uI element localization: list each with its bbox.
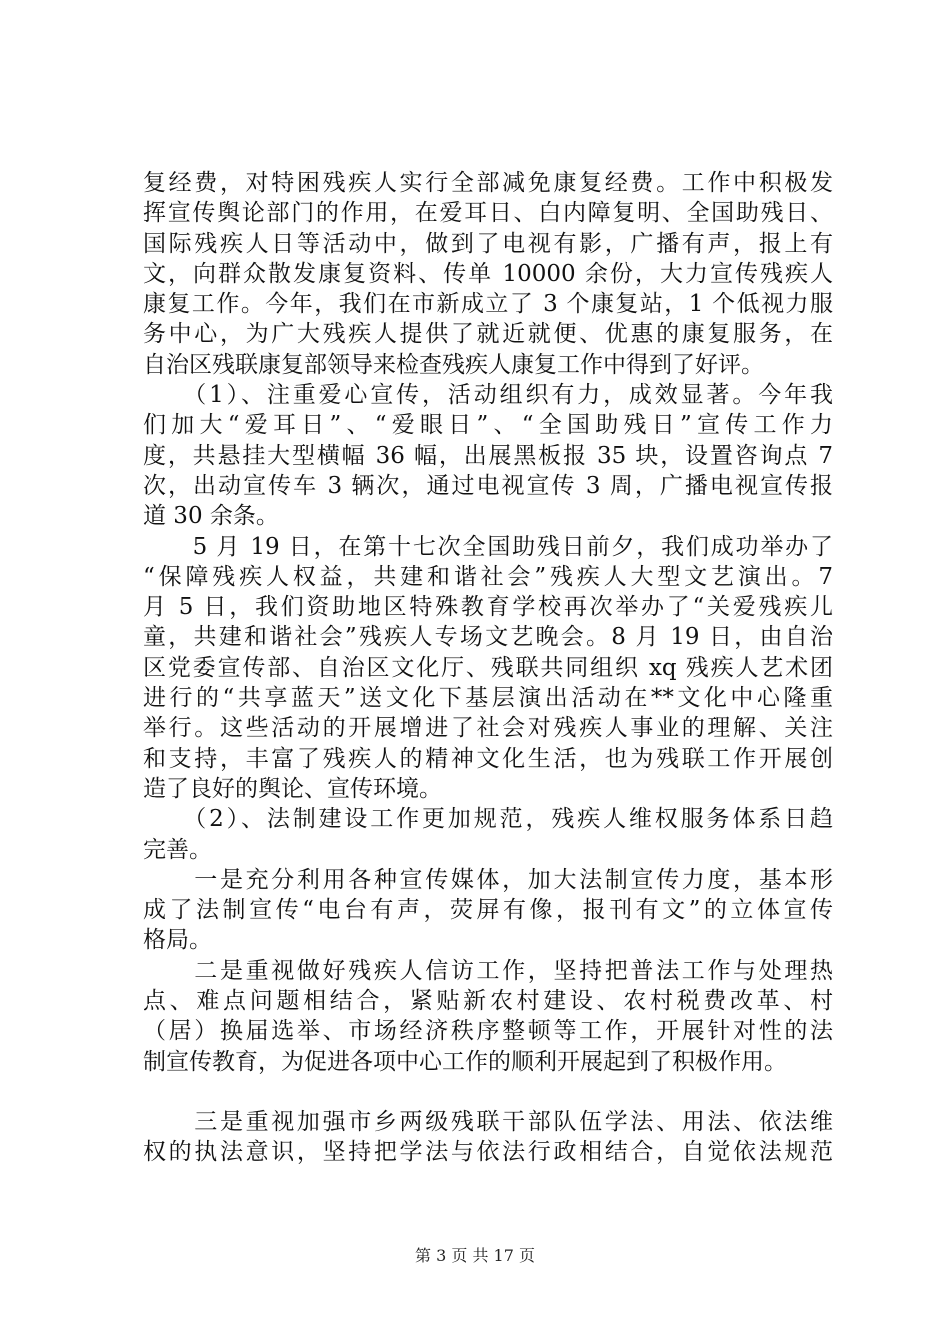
text-line: （居）换届选举、市场经济秩序整顿等工作，开展针对性的法	[143, 1018, 833, 1045]
text-line: 点、难点问题相结合，紧贴新农村建设、农村税费改革、村	[143, 988, 833, 1015]
text-line: 们加大“爱耳日”、“爱眼日”、“全国助残日”宣传工作力	[143, 412, 833, 439]
text-line: 复经费，对特困残疾人实行全部减免康复经费。工作中积极发	[143, 170, 833, 196]
text-line: 道 30 余条。	[143, 503, 279, 530]
text-line: 权的执法意识，坚持把学法与依法行政相结合，自觉依法规范	[143, 1139, 833, 1166]
text-line: 次，出动宣传车 3 辆次，通过电视宣传 3 周，广播电视宣传报	[143, 472, 833, 499]
text-line: 完善。	[143, 836, 212, 863]
text-line: 自治区残联康复部领导来检查残疾人康复工作中得到了好评。	[143, 351, 764, 378]
text-line: 三是重视加强市乡两级残联干部队伍学法、用法、依法维	[143, 1108, 833, 1135]
text-line: 造了良好的舆论、宣传环境。	[143, 775, 442, 802]
text-line: 康复工作。今年，我们在市新成立了 3 个康复站，1 个低视力服	[143, 291, 833, 318]
page-footer: 第 3 页 共 17 页	[415, 1246, 535, 1265]
text-line: （1）、注重爱心宣传，活动组织有力，成效显著。今年我	[143, 382, 833, 409]
text-line: 童，共建和谐社会”残疾人专场文艺晚会。8 月 19 日，由自治	[143, 624, 833, 651]
blank-line	[143, 1077, 833, 1107]
text-line: 国际残疾人日等活动中，做到了电视有影，广播有声，报上有	[143, 230, 833, 257]
text-line: 举行。这些活动的开展增进了社会对残疾人事业的理解、关注	[143, 715, 833, 742]
document-body	[143, 168, 833, 1168]
text-line: 二是重视做好残疾人信访工作，坚持把普法工作与处理热	[143, 957, 833, 984]
text-line: 一是充分利用各种宣传媒体，加大法制宣传力度，基本形	[143, 866, 833, 893]
text-line: 制宣传教育，为促进各项中心工作的顺利开展起到了积极作用。	[143, 1048, 787, 1075]
text-line: 月 5 日，我们资助地区特殊教育学校再次举办了“关爱残疾儿	[143, 594, 833, 621]
text-line: 和支持，丰富了残疾人的精神文化生活，也为残联工作开展创	[143, 745, 833, 772]
text-line: 进行的“共享蓝天”送文化下基层演出活动在**文化中心隆重	[143, 685, 833, 712]
text-line: 挥宣传舆论部门的作用，在爱耳日、白内障复明、全国助残日、	[143, 200, 833, 227]
text-line: 5 月 19 日，在第十七次全国助残日前夕，我们成功举办了	[143, 533, 833, 560]
text-line: 区党委宣传部、自治区文化厅、残联共同组织 xq 残疾人艺术团	[143, 654, 833, 681]
text-line: 务中心，为广大残疾人提供了就近就便、优惠的康复服务，在	[143, 321, 833, 348]
text-line: “保障残疾人权益，共建和谐社会”残疾人大型文艺演出。7	[143, 563, 833, 590]
text-line: 度，共悬挂大型横幅 36 幅，出展黑板报 35 块，设置咨询点 7	[143, 442, 833, 469]
text-line: 成了法制宣传“电台有声，荧屏有像，报刊有文”的立体宣传	[143, 897, 833, 924]
text-line: （2）、法制建设工作更加规范，残疾人维权服务体系日趋	[143, 806, 833, 833]
text-line: 格局。	[143, 927, 212, 954]
text-line: 文，向群众散发康复资料、传单 10000 余份，大力宣传残疾人	[143, 260, 833, 287]
